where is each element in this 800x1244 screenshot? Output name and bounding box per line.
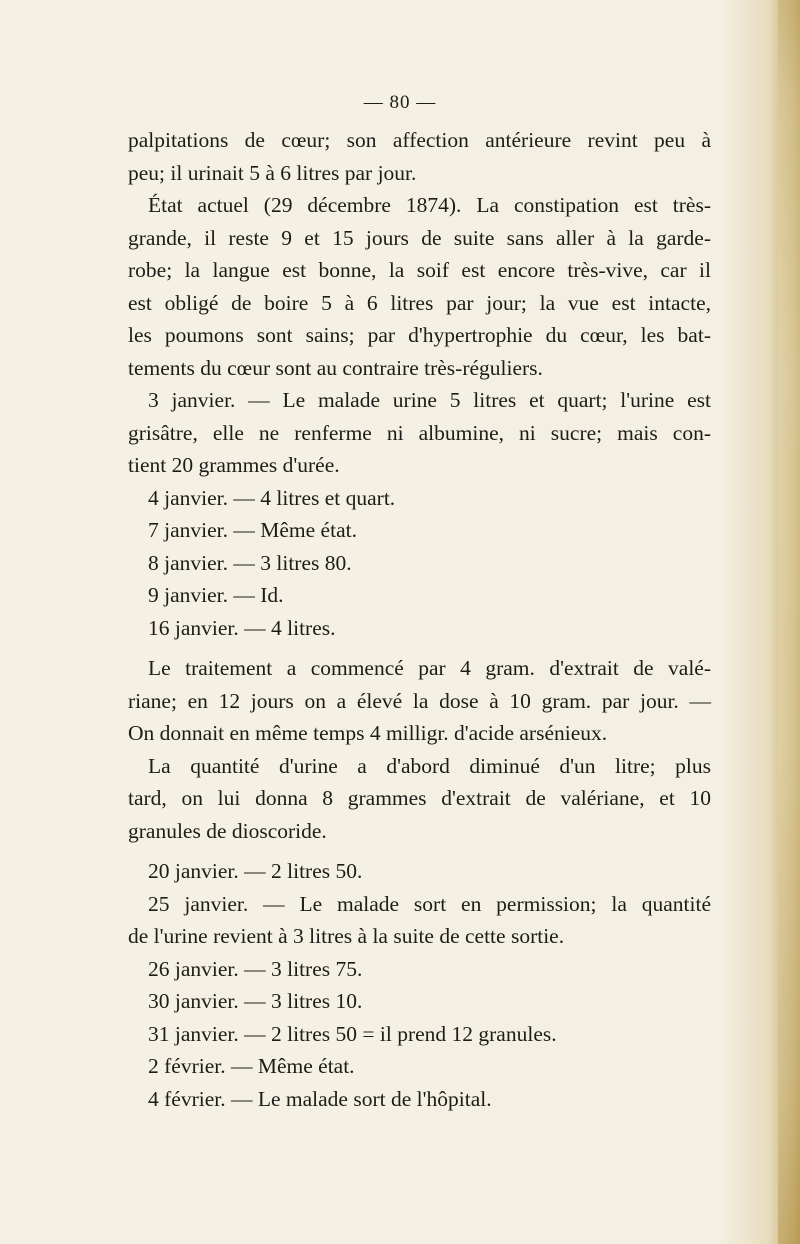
text-line: riane; en 12 jours on a élevé la dose à 10 gram. par jour. —: [128, 688, 711, 713]
text-line: 7 janvier. — Même état.: [148, 518, 357, 542]
text-line: granules de dioscoride.: [128, 818, 327, 843]
page-number: — 80 —: [363, 92, 437, 113]
text-line: La quantité d'urine a d'abord diminué d'un litre; plus: [148, 753, 711, 778]
text-line: 9 janvier. — Id.: [148, 583, 284, 607]
text-line: robe; la langue est bonne, la soif est encore très-vive, car il: [128, 258, 711, 282]
text-line: grande, il reste 9 et 15 jours de suite sans aller à la garde-: [128, 225, 711, 250]
text-line: 16 janvier. — 4 litres.: [148, 615, 336, 640]
text-line: palpitations de cœur; son affection antérieure revint peu à: [128, 128, 711, 152]
text-line: de l'urine revient à 3 litres à la suite de cette sortie.: [128, 924, 565, 948]
text-line: On donnait en même temps 4 milligr. d'acide arsénieux.: [128, 721, 608, 745]
text-line: 26 janvier. — 3 litres 75.: [148, 956, 363, 981]
text-line: Le traitement a commencé par 4 gram. d'extrait de valé-: [148, 656, 711, 680]
text-line: 31 janvier. — 2 litres 50 = il prend 12 granules.: [148, 1021, 557, 1046]
text-line: tard, on lui donna 8 grammes d'extrait de valériane, et 10: [128, 786, 711, 810]
body-text: [128, 124, 711, 1115]
page-edge-stain: [778, 0, 800, 1244]
text-line: 4 janvier. — 4 litres et quart.: [148, 485, 396, 510]
text-line: tements du cœur sont au contraire très-réguliers.: [128, 355, 543, 380]
text-line: 25 janvier. — Le malade sort en permission; la quantité: [148, 891, 711, 916]
text-line: tient 20 grammes d'urée.: [128, 453, 340, 477]
text-line: 4 février. — Le malade sort de l'hôpital.: [148, 1086, 492, 1111]
text-line: 20 janvier. — 2 litres 50.: [148, 859, 363, 883]
text-line: État actuel (29 décembre 1874). La constipation est très-: [148, 193, 711, 217]
text-line: est obligé de boire 5 à 6 litres par jour; la vue est intacte,: [128, 290, 711, 315]
text-line: peu; il urinait 5 à 6 litres par jour.: [128, 160, 417, 185]
text-line: 30 janvier. — 3 litres 10.: [148, 989, 363, 1013]
text-line: 2 février. — Même état.: [148, 1054, 355, 1078]
text-line: grisâtre, elle ne renferme ni albumine, ni sucre; mais con-: [128, 420, 711, 445]
text-line: 3 janvier. — Le malade urine 5 litres et quart; l'urine est: [148, 388, 711, 412]
text-line: les poumons sont sains; par d'hypertrophie du cœur, les bat-: [128, 323, 711, 347]
text-line: 8 janvier. — 3 litres 80.: [148, 550, 352, 575]
